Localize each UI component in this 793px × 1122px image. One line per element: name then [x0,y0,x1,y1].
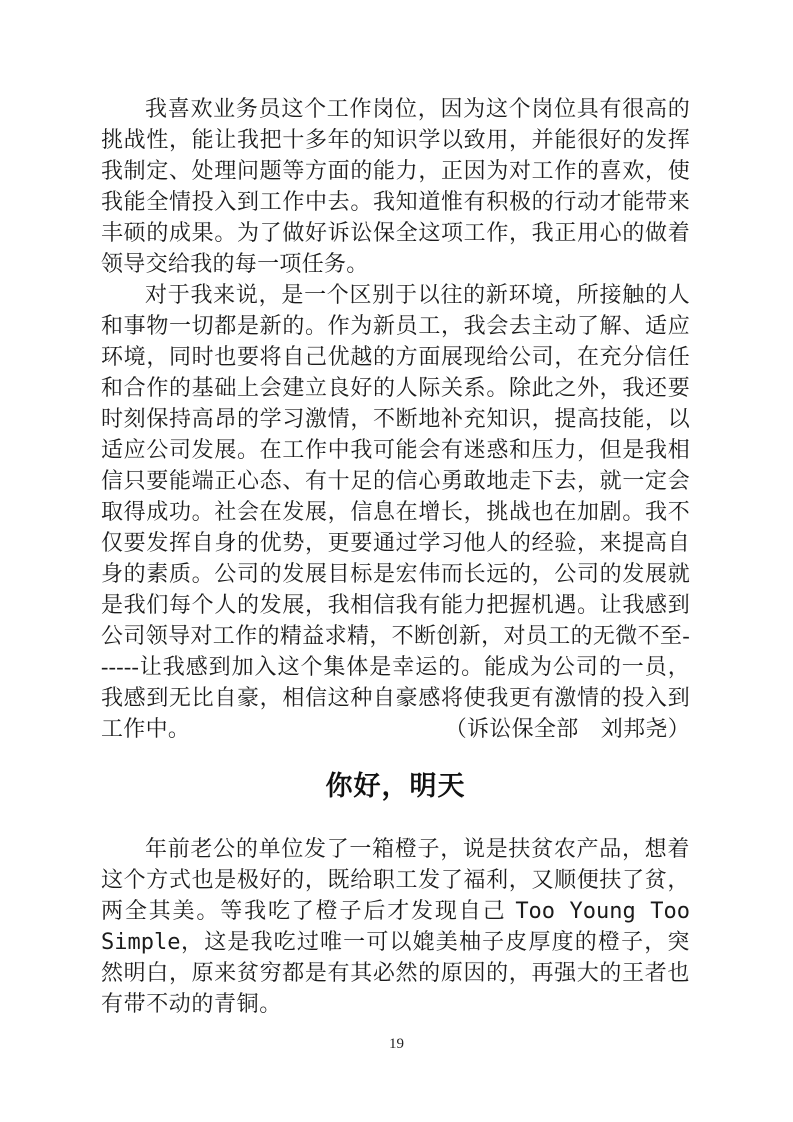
article2-paragraph-latin-phrase: Too Young Too Simple [101,899,691,955]
text-block [101,93,690,1020]
page-number: 19 [389,1036,404,1052]
article2-paragraph-text-start: 年前老公的单位发了一箱橙子，说是扶贫农产品，想着这个方式也是极好的，既给职工发了福利，又顺便扶了贫，两全其美。等我吃了橙子后才发现自己 [101,837,690,924]
article1-attribution: （诉讼保全部 刘邦尧） [444,716,690,741]
article1-paragraph-2 [101,279,690,744]
article2-title: 你好，明天 [325,771,466,801]
article2-paragraph-1 [101,834,690,1020]
article1-paragraph-2-text: 对于我来说，是一个区别于以往的新环境，所接触的人和事物一切都是新的。作为新员工，我会去主动了解、适应环境，同时也要将自己优越的方面展现给公司，在充分信任和合作的基础上会建立良好的人际关系。除此之外，我还要时刻保持高昂的学习激情，不断地补充知识，提高技能，以适应公司发展。在工作中我可能会有迷惑和压力，但是我相信只要能端正心态、有十足的信心勇敢地走下去，就一定会取得成功。社会在发展，信息在增长，挑战也在加剧。我不仅要发挥自身的优势，更要通过学习他人的经验，来提高自身的素质。公司的发展目标是宏伟而长远的，公司的发展就是我们每个人的发展，我相信我有能力把握机遇。让我感到公司领导对工作的精益求精，不断创新，对员工的无微不至------让我感到加入这个集体是幸运的。能成为公司的一员，我感到无比自豪，相信这种自豪感将使我更有激情的投入到工作中。 [101,282,690,741]
article2-paragraph-text-end: ，这是我吃过唯一可以媲美柚子皮厚度的橙子，突然明白，原来贫穷都是有其必然的原因的，再强大的王者也有带不动的青铜。 [101,930,690,1017]
article1-paragraph-1: 我喜欢业务员这个工作岗位，因为这个岗位具有很高的挑战性，能让我把十多年的知识学以致用，并能很好的发挥我制定、处理问题等方面的能力，正因为对工作的喜欢，使我能全情投入到工作中去。我知道惟有积极的行动才能带来丰硕的成果。为了做好诉讼保全这项工作，我正用心的做着领导交给我的每一项任务。 [101,96,690,276]
